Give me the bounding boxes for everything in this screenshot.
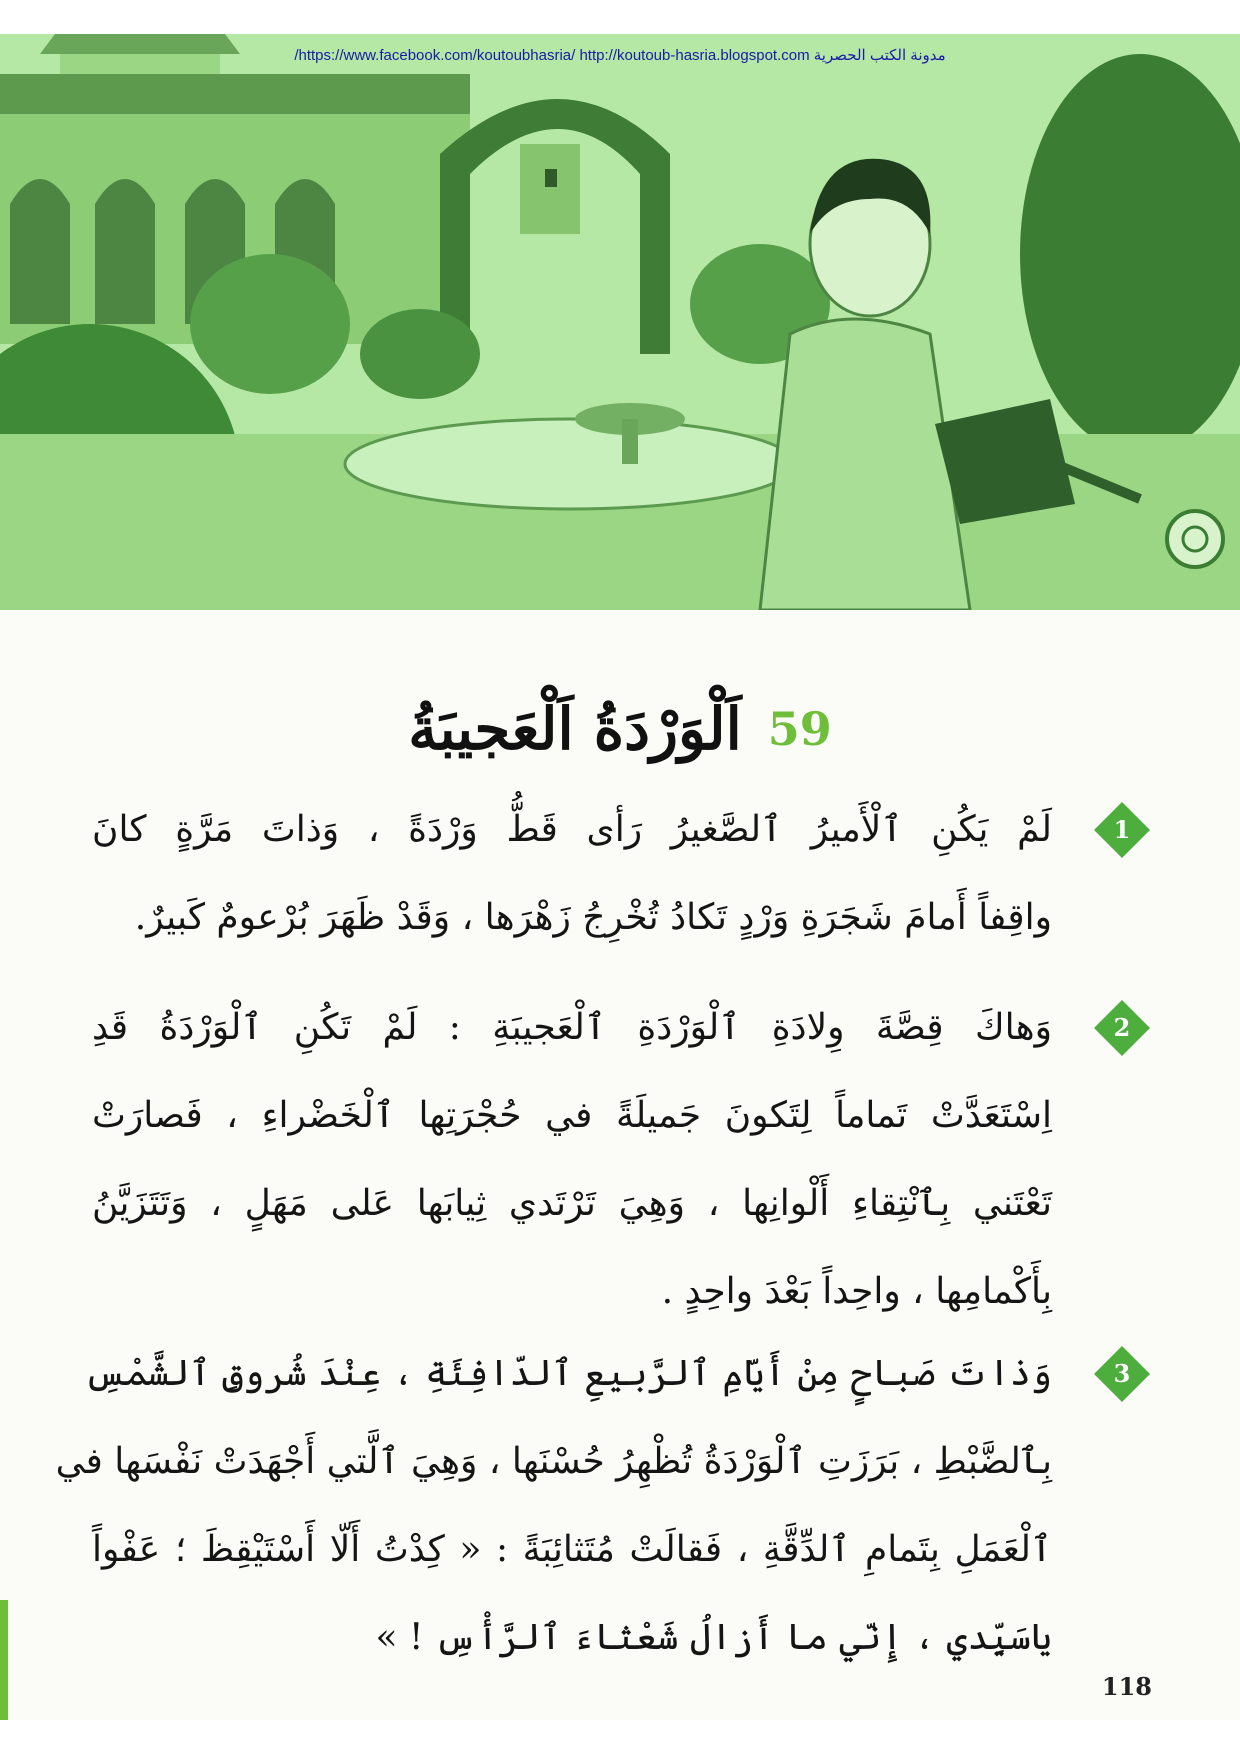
text-line: ياسَيِّدي ، إِنّي ما أَزالُ شَعْثاءَ ٱلرَّأْسِ ! » bbox=[375, 1617, 1052, 1658]
text-line: بِأَكْمامِها ، واحِداً بَعْدَ واحِدٍ . bbox=[661, 1271, 1052, 1312]
text-line: وَهاكَ قِصَّةَ وِلادَةِ ٱلْوَرْدَةِ ٱلْعَجيبَةِ : لَمْ تَكُنِ ٱلْوَرْدَةُ قَدِ bbox=[92, 1007, 1052, 1048]
lesson-title-row bbox=[0, 684, 1240, 774]
paragraph-number-badge: 1 bbox=[1092, 800, 1152, 860]
text-line: تَعْتَني بِٱنْتِقاءِ أَلْوانِها ، وَهِيَ تَرْتَدي ثِيابَها عَلى مَهَلٍ ، وَتَتَزَيَّنُ bbox=[92, 1183, 1052, 1224]
garden-boy-watering-illustration bbox=[0, 34, 1240, 610]
lesson-number: 59 bbox=[767, 702, 832, 756]
lesson-illustration bbox=[0, 34, 1240, 610]
text-line: لَمْ يَكُنِ ٱلْأَميرُ ٱلصَّغيرُ رَأى قَطُّ وَرْدَةً ، وَذاتَ مَرَّةٍ كانَ bbox=[92, 809, 1052, 850]
page-edge-marker bbox=[0, 1600, 8, 1720]
source-url-line[interactable]: /https://www.facebook.com/koutoubhasria/ http://koutoub-hasria.blogspot.com مدونة الكتب الحصرية bbox=[294, 47, 946, 64]
lesson-title: اَلْوَرْدَةُ اَلْعَجيبَةُ bbox=[408, 695, 742, 763]
page-number: 118 bbox=[1101, 1672, 1152, 1701]
paragraph-2 bbox=[92, 984, 1152, 1336]
paragraph-3 bbox=[55, 1330, 1152, 1682]
text-line: واقِفاً أَمامَ شَجَرَةِ وَرْدٍ تَكادُ تُخْرِجُ زَهْرَها ، وَقَدْ ظَهَرَ بُرْعومٌ كَبيرٌ. bbox=[134, 897, 1052, 938]
text-line: اِسْتَعَدَّتْ تَماماً لِتَكونَ جَميلَةً في حُجْرَتِها ٱلْخَضْراءِ ، فَصارَتْ bbox=[92, 1095, 1052, 1136]
paragraph-1 bbox=[92, 786, 1152, 962]
text-line: ٱلْعَمَلِ بِتَمامِ ٱلدِّقَّةِ ، فَقالَتْ مُتَثائِبَةً : « كِدْتُ أَلّا أَسْتَيْقِظَ ؛ عَفْواً bbox=[92, 1529, 1052, 1570]
paragraph-number-badge: 2 bbox=[1092, 998, 1152, 1058]
text-line: وَذاتَ صَباحٍ مِنْ أَيّامِ ٱلرَّبيعِ ٱلدّافِئَةِ ، عِنْدَ شُروقِ ٱلشَّمْسِ bbox=[84, 1353, 1052, 1394]
text-line: بِٱلضَّبْطِ ، بَرَزَتِ ٱلْوَرْدَةُ تُظْهِرُ حُسْنَها ، وَهِيَ ٱلَّتي أَجْهَدَتْ نَفْسَها في bbox=[55, 1441, 1052, 1482]
paragraph-number-badge: 3 bbox=[1092, 1344, 1152, 1404]
